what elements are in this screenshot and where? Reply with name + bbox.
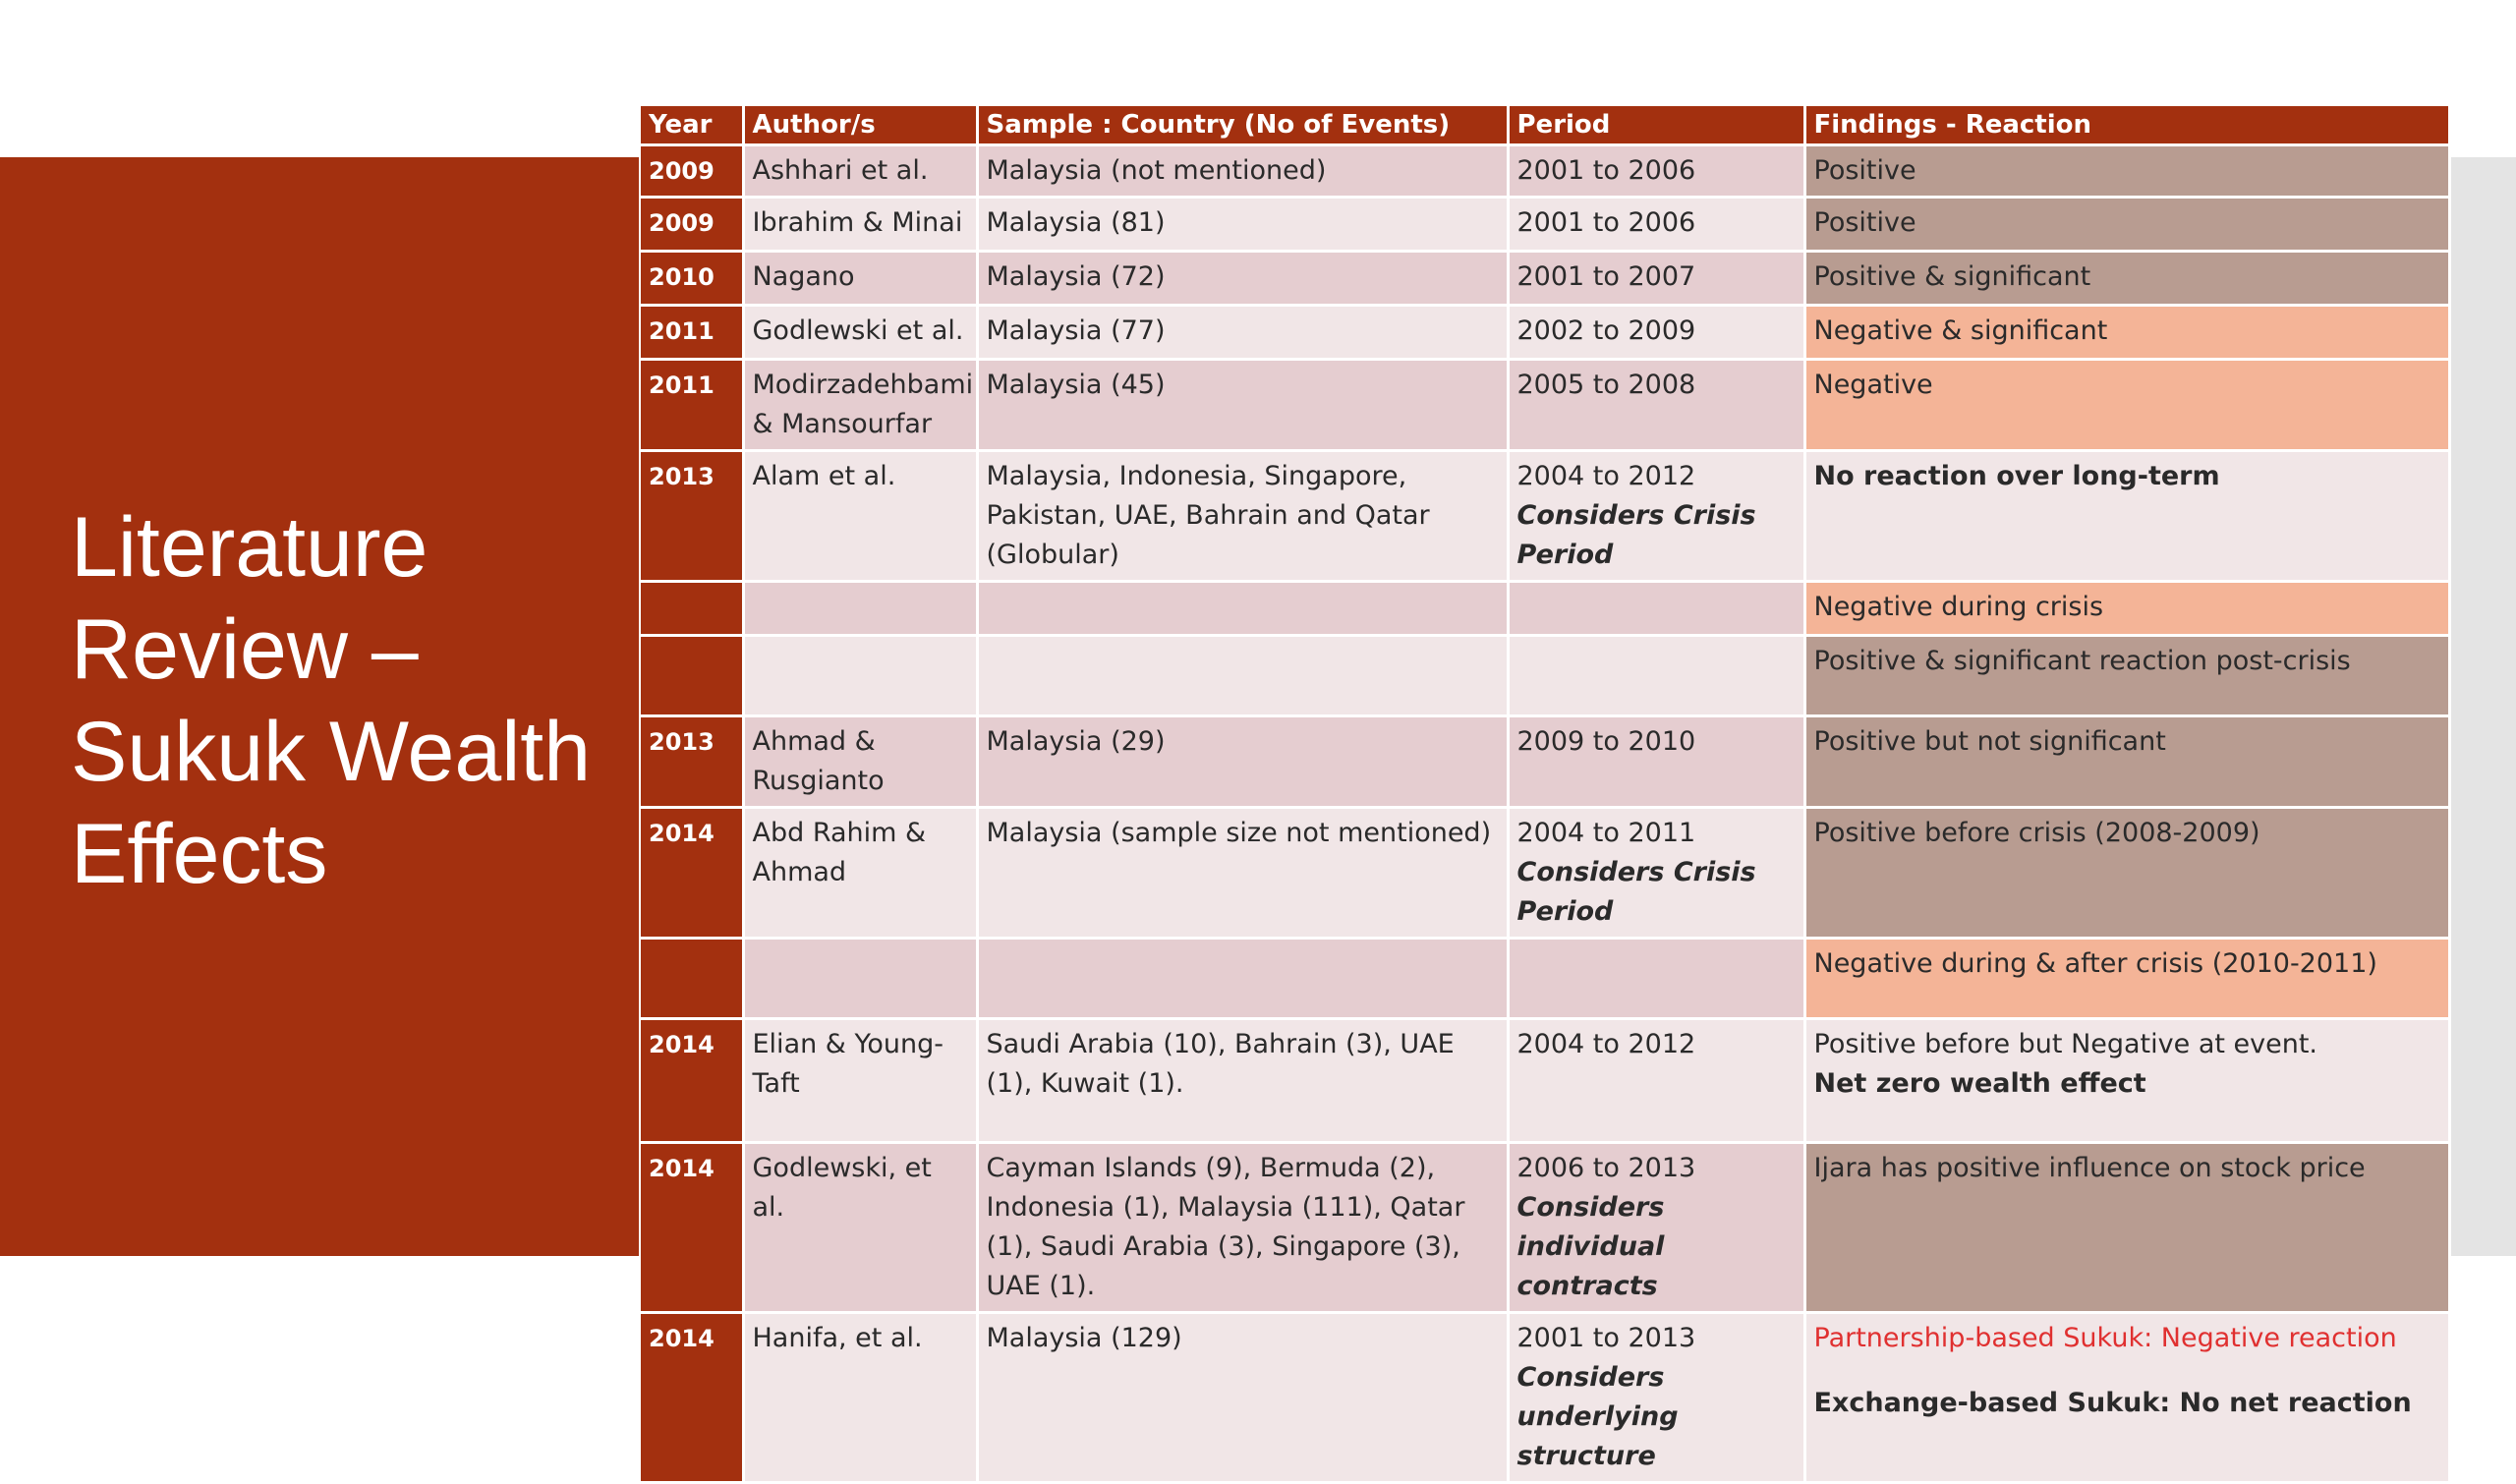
table-row — [641, 808, 2449, 939]
author-cell: Ashhari et al. — [743, 145, 977, 198]
header-year: Year — [641, 106, 743, 145]
table-row — [641, 582, 2449, 636]
table-row — [641, 939, 2449, 1019]
period-cell — [1508, 451, 1804, 582]
sample-cell — [977, 636, 1508, 716]
author-cell: Godlewski et al. — [743, 306, 977, 360]
period-cell — [1508, 808, 1804, 939]
period-cell — [1508, 939, 1804, 1019]
period-range: 2001 to 2013 — [1516, 1323, 1696, 1353]
slide-title — [71, 496, 621, 905]
year-cell: 2013 — [641, 451, 743, 582]
findings-cell: Positive — [1804, 145, 2449, 198]
period-cell — [1508, 1143, 1804, 1313]
sample-cell: Saudi Arabia (10), Bahrain (3), UAE (1), Kuwait (1). — [977, 1019, 1508, 1143]
year-cell — [641, 636, 743, 716]
year-cell: 2014 — [641, 1019, 743, 1143]
findings-cell — [1804, 1019, 2449, 1143]
table-row — [641, 716, 2449, 808]
period-note: Considers individual contracts — [1516, 1192, 1665, 1301]
author-cell — [743, 582, 977, 636]
sample-cell: Malaysia (72) — [977, 252, 1508, 306]
table-row — [641, 451, 2449, 582]
header-author: Author/s — [743, 106, 977, 145]
year-cell: 2009 — [641, 198, 743, 252]
table-row — [641, 306, 2449, 360]
table-row — [641, 360, 2449, 451]
sample-cell: Malaysia (29) — [977, 716, 1508, 808]
period-note: Considers Crisis Period — [1516, 857, 1756, 927]
sample-cell: Malaysia (not mentioned) — [977, 145, 1508, 198]
findings-cell: Positive but not significant — [1804, 716, 2449, 808]
findings-cell: Ijara has positive influence on stock price — [1804, 1143, 2449, 1313]
table-row — [641, 198, 2449, 252]
author-cell: Godlewski, et al. — [743, 1143, 977, 1313]
period-cell: 2001 to 2007 — [1508, 252, 1804, 306]
table-header-row — [641, 106, 2449, 145]
sample-cell: Malaysia (45) — [977, 360, 1508, 451]
findings-cell: Negative during crisis — [1804, 582, 2449, 636]
year-cell — [641, 939, 743, 1019]
year-cell — [641, 582, 743, 636]
findings-note: Exchange-based Sukuk: No net reaction — [1813, 1388, 2412, 1418]
period-cell: 2004 to 2012 — [1508, 1019, 1804, 1143]
author-cell: Alam et al. — [743, 451, 977, 582]
findings-cell: No reaction over long-term — [1804, 451, 2449, 582]
year-cell: 2014 — [641, 808, 743, 939]
sample-cell: Malaysia, Indonesia, Singapore, Pakistan, UAE, Bahrain and Qatar (Globular) — [977, 451, 1508, 582]
title-line: Sukuk Wealth — [71, 705, 592, 799]
findings-text: Partnership-based Sukuk: Negative reaction — [1813, 1323, 2397, 1353]
title-line: Effects — [71, 807, 328, 901]
sample-cell: Malaysia (77) — [977, 306, 1508, 360]
table-row — [641, 636, 2449, 716]
author-cell: Nagano — [743, 252, 977, 306]
table-row — [641, 252, 2449, 306]
year-cell: 2009 — [641, 145, 743, 198]
author-cell — [743, 636, 977, 716]
year-cell: 2013 — [641, 716, 743, 808]
table-row — [641, 1019, 2449, 1143]
sample-cell — [977, 582, 1508, 636]
sample-cell: Malaysia (sample size not mentioned) — [977, 808, 1508, 939]
sample-cell: Malaysia (81) — [977, 198, 1508, 252]
period-range: 2004 to 2012 — [1516, 461, 1696, 491]
sample-cell: Cayman Islands (9), Bermuda (2), Indonesia (1), Malaysia (111), Qatar (1), Saudi Arabia (3), Singapore (3), UAE (1). — [977, 1143, 1508, 1313]
header-findings: Findings - Reaction — [1804, 106, 2449, 145]
period-note: Considers Crisis Period — [1516, 500, 1756, 570]
author-cell: Elian & Young-Taft — [743, 1019, 977, 1143]
author-cell: Hanifa, et al. — [743, 1313, 977, 1483]
period-cell — [1508, 582, 1804, 636]
period-range: 2004 to 2011 — [1516, 818, 1696, 848]
year-cell: 2011 — [641, 360, 743, 451]
findings-cell: Positive & significant reaction post-crisis — [1804, 636, 2449, 716]
title-line: Review – — [71, 602, 419, 697]
side-strip — [2451, 157, 2516, 1256]
findings-cell: Positive — [1804, 198, 2449, 252]
literature-table — [641, 106, 2451, 1484]
author-cell: Ibrahim & Minai — [743, 198, 977, 252]
findings-cell — [1804, 1313, 2449, 1483]
author-cell: Modirzadehbami & Mansourfar — [743, 360, 977, 451]
author-cell — [743, 939, 977, 1019]
findings-text: Positive before but Negative at event. — [1813, 1029, 2318, 1059]
table-row — [641, 145, 2449, 198]
period-cell: 2002 to 2009 — [1508, 306, 1804, 360]
year-cell: 2014 — [641, 1143, 743, 1313]
header-period: Period — [1508, 106, 1804, 145]
findings-cell: Positive before crisis (2008-2009) — [1804, 808, 2449, 939]
table-row — [641, 1143, 2449, 1313]
author-cell: Ahmad & Rusgianto — [743, 716, 977, 808]
sample-cell: Malaysia (129) — [977, 1313, 1508, 1483]
findings-cell: Positive & significant — [1804, 252, 2449, 306]
title-line: Literature — [71, 500, 429, 595]
period-cell: 2009 to 2010 — [1508, 716, 1804, 808]
header-sample: Sample : Country (No of Events) — [977, 106, 1508, 145]
year-cell: 2011 — [641, 306, 743, 360]
findings-cell: Negative during & after crisis (2010-2011) — [1804, 939, 2449, 1019]
period-cell — [1508, 1313, 1804, 1483]
period-cell: 2005 to 2008 — [1508, 360, 1804, 451]
period-range: 2006 to 2013 — [1516, 1153, 1696, 1183]
year-cell: 2014 — [641, 1313, 743, 1483]
period-note: Considers underlying structure — [1516, 1362, 1679, 1471]
period-cell: 2001 to 2006 — [1508, 198, 1804, 252]
findings-cell: Negative & significant — [1804, 306, 2449, 360]
findings-cell: Negative — [1804, 360, 2449, 451]
findings-note: Net zero wealth effect — [1813, 1068, 2146, 1099]
author-cell: Abd Rahim & Ahmad — [743, 808, 977, 939]
period-cell: 2001 to 2006 — [1508, 145, 1804, 198]
year-cell: 2010 — [641, 252, 743, 306]
period-cell — [1508, 636, 1804, 716]
sample-cell — [977, 939, 1508, 1019]
table-row — [641, 1313, 2449, 1483]
